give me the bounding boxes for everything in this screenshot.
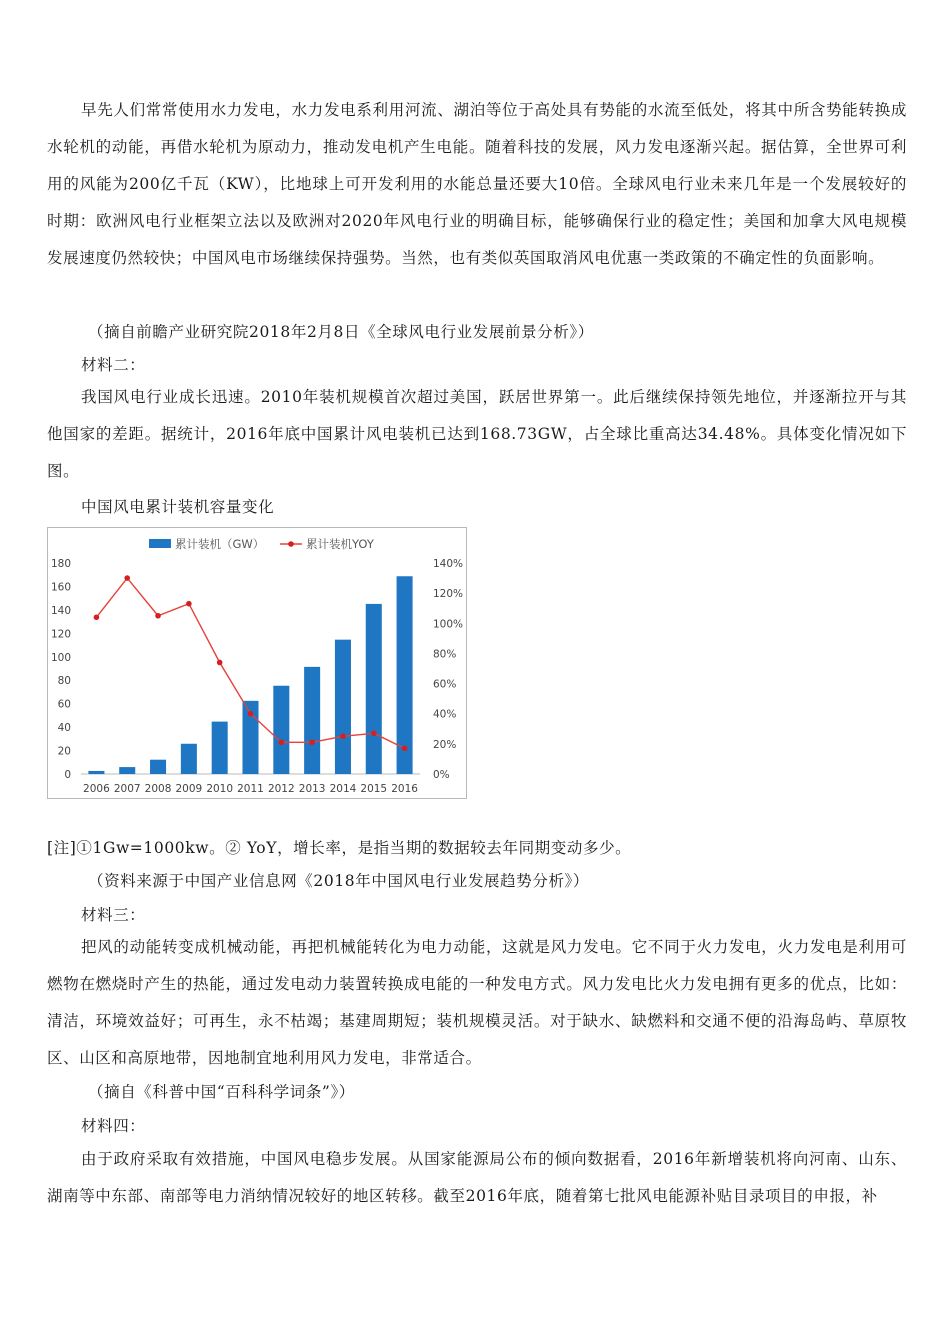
x-axis-tick-label: 2016: [391, 783, 418, 795]
material-two-paragraph: 我国风电行业成长迅速。2010年装机规模首次超过美国，跃居世界第一。此后继续保持领先地位，并逐渐拉开与其他国家的差距。据统计，2016年底中国累计风电装机已达到168.73GW，占全球比重高达34.48%。具体变化情况如下图。: [47, 388, 907, 480]
legend-line-marker: [288, 541, 294, 547]
material-four-paragraph: 由于政府采取有效措施，中国风电稳步发展。从国家能源局公布的倾向数据看，2016年新增装机将向河南、山东、湖南等中东部、南部等电力消纳情况较好的地区转移。截至2016年底，随着第七批风电能源补贴目录项目的申报，补: [47, 1150, 907, 1205]
x-axis-tick-label: 2012: [267, 783, 295, 795]
wind-capacity-chart: [47, 527, 467, 799]
right-axis-tick-label: 120%: [433, 588, 464, 601]
x-axis-tick-label: 2009: [175, 783, 203, 795]
capacity-bar: [212, 722, 228, 774]
right-axis-tick-label: 100%: [433, 618, 464, 631]
yoy-point: [309, 740, 315, 746]
source-citation-two: （资料来源于中国产业信息网《2018年中国风电行业发展趋势分析》）: [88, 872, 589, 890]
left-axis-tick-label: 140: [50, 604, 71, 617]
yoy-point: [402, 746, 408, 752]
capacity-bar: [150, 760, 166, 774]
yoy-point: [186, 601, 192, 607]
chart-legend: [149, 537, 375, 551]
right-axis-tick-label: 20%: [433, 738, 457, 751]
yoy-point: [155, 613, 161, 619]
yoy-point: [217, 660, 223, 666]
capacity-bar: [273, 686, 289, 774]
x-axis-tick-label: 2011: [237, 783, 264, 795]
left-axis-tick-label: 40: [57, 722, 71, 735]
left-axis-tick-label: 60: [57, 698, 71, 711]
right-axis-tick-label: 0%: [433, 769, 450, 781]
legend-line-label: 累计装机YOY: [306, 537, 374, 551]
left-axis-tick-label: 180: [50, 558, 71, 570]
x-axis-tick-label: 2008: [144, 783, 172, 795]
left-axis-tick-label: 80: [57, 675, 71, 688]
legend-bar-swatch: [149, 539, 171, 548]
x-axis-tick-label: 2010: [206, 783, 234, 795]
x-axis-tick-label: 2007: [113, 783, 141, 795]
chart-note: [注]①1Gw=1000kw。② YoY，增长率，是指当期的数据较去年同期变动多少。: [47, 839, 632, 857]
yoy-point: [248, 711, 254, 717]
material-two-heading: 材料二：: [81, 356, 146, 374]
right-axis-tick-label: 60%: [433, 678, 457, 691]
yoy-point: [340, 734, 346, 740]
left-axis-tick-label: 20: [57, 745, 71, 758]
material-three-heading: 材料三：: [81, 906, 146, 924]
x-axis-tick-label: 2006: [83, 783, 110, 795]
yoy-point: [371, 731, 377, 737]
capacity-bar: [119, 767, 135, 774]
material-one-paragraph: 早先人们常常使用水力发电，水力发电系利用河流、湖泊等位于高处具有势能的水流至低处，将其中所含势能转换成水轮机的动能，再借水轮机为原动力，推动发电机产生电能。随着科技的发展，风力发电逐渐兴起。据估算，全世界可利用的风能为200亿千瓦（KW），比地球上可开发利用的水能总量还要大10倍。全球风电行业未来几年是一个发展较好的时期：欧洲风电行业框架立法以及欧洲对2020年风电行业的明确目标，能够确保行业的稳定性；美国和加拿大风电规模发展速度仍然较快；中国风电市场继续保持强势。当然，也有类似英国取消风电优惠一类政策的不确定性的负面影响。: [47, 101, 907, 267]
capacity-bar: [397, 576, 413, 774]
capacity-bar: [366, 604, 382, 774]
legend-bar-label: 累计装机（GW）: [175, 537, 265, 551]
source-citation-three: （摘自《科普中国“百科科学词条”》）: [88, 1083, 355, 1101]
x-axis-tick-label: 2015: [360, 783, 388, 795]
capacity-bar: [335, 640, 351, 774]
chart-svg: [48, 528, 466, 798]
yoy-point: [94, 614, 100, 620]
left-axis-tick-label: 160: [50, 581, 71, 594]
x-axis-tick-label: 2014: [329, 783, 357, 795]
yoy-point: [124, 575, 130, 581]
left-axis-tick-label: 0: [64, 769, 71, 781]
capacity-bar: [88, 771, 104, 774]
x-axis-tick-label: 2013: [298, 783, 326, 795]
capacity-bar: [181, 744, 197, 774]
left-axis-tick-label: 120: [50, 628, 71, 641]
right-axis-tick-label: 80%: [433, 648, 457, 661]
chart-caption: 中国风电累计装机容量变化: [81, 498, 275, 516]
right-axis-tick-label: 40%: [433, 708, 457, 721]
material-four-heading: 材料四：: [81, 1117, 146, 1135]
capacity-bar: [304, 667, 320, 774]
source-citation-one: （摘自前瞻产业研究院2018年2月8日《全球风电行业发展前景分析》）: [88, 323, 594, 341]
right-axis-tick-label: 140%: [433, 558, 464, 570]
material-three-paragraph: 把风的动能转变成机械动能，再把机械能转化为电力动能，这就是风力发电。它不同于火力发电，火力发电是利用可燃物在燃烧时产生的热能，通过发电动力装置转换成电能的一种发电方式。风力发电比火力发电拥有更多的优点，比如：清洁，环境效益好；可再生，永不枯竭；基建周期短；装机规模灵活。对于缺水、缺燃料和交通不便的沿海岛屿、草原牧区、山区和高原地带，因地制宜地利用风力发电，非常适合。: [47, 938, 907, 1067]
yoy-point: [279, 740, 285, 746]
chart-bars: [88, 576, 412, 774]
left-axis-tick-label: 100: [50, 651, 71, 664]
